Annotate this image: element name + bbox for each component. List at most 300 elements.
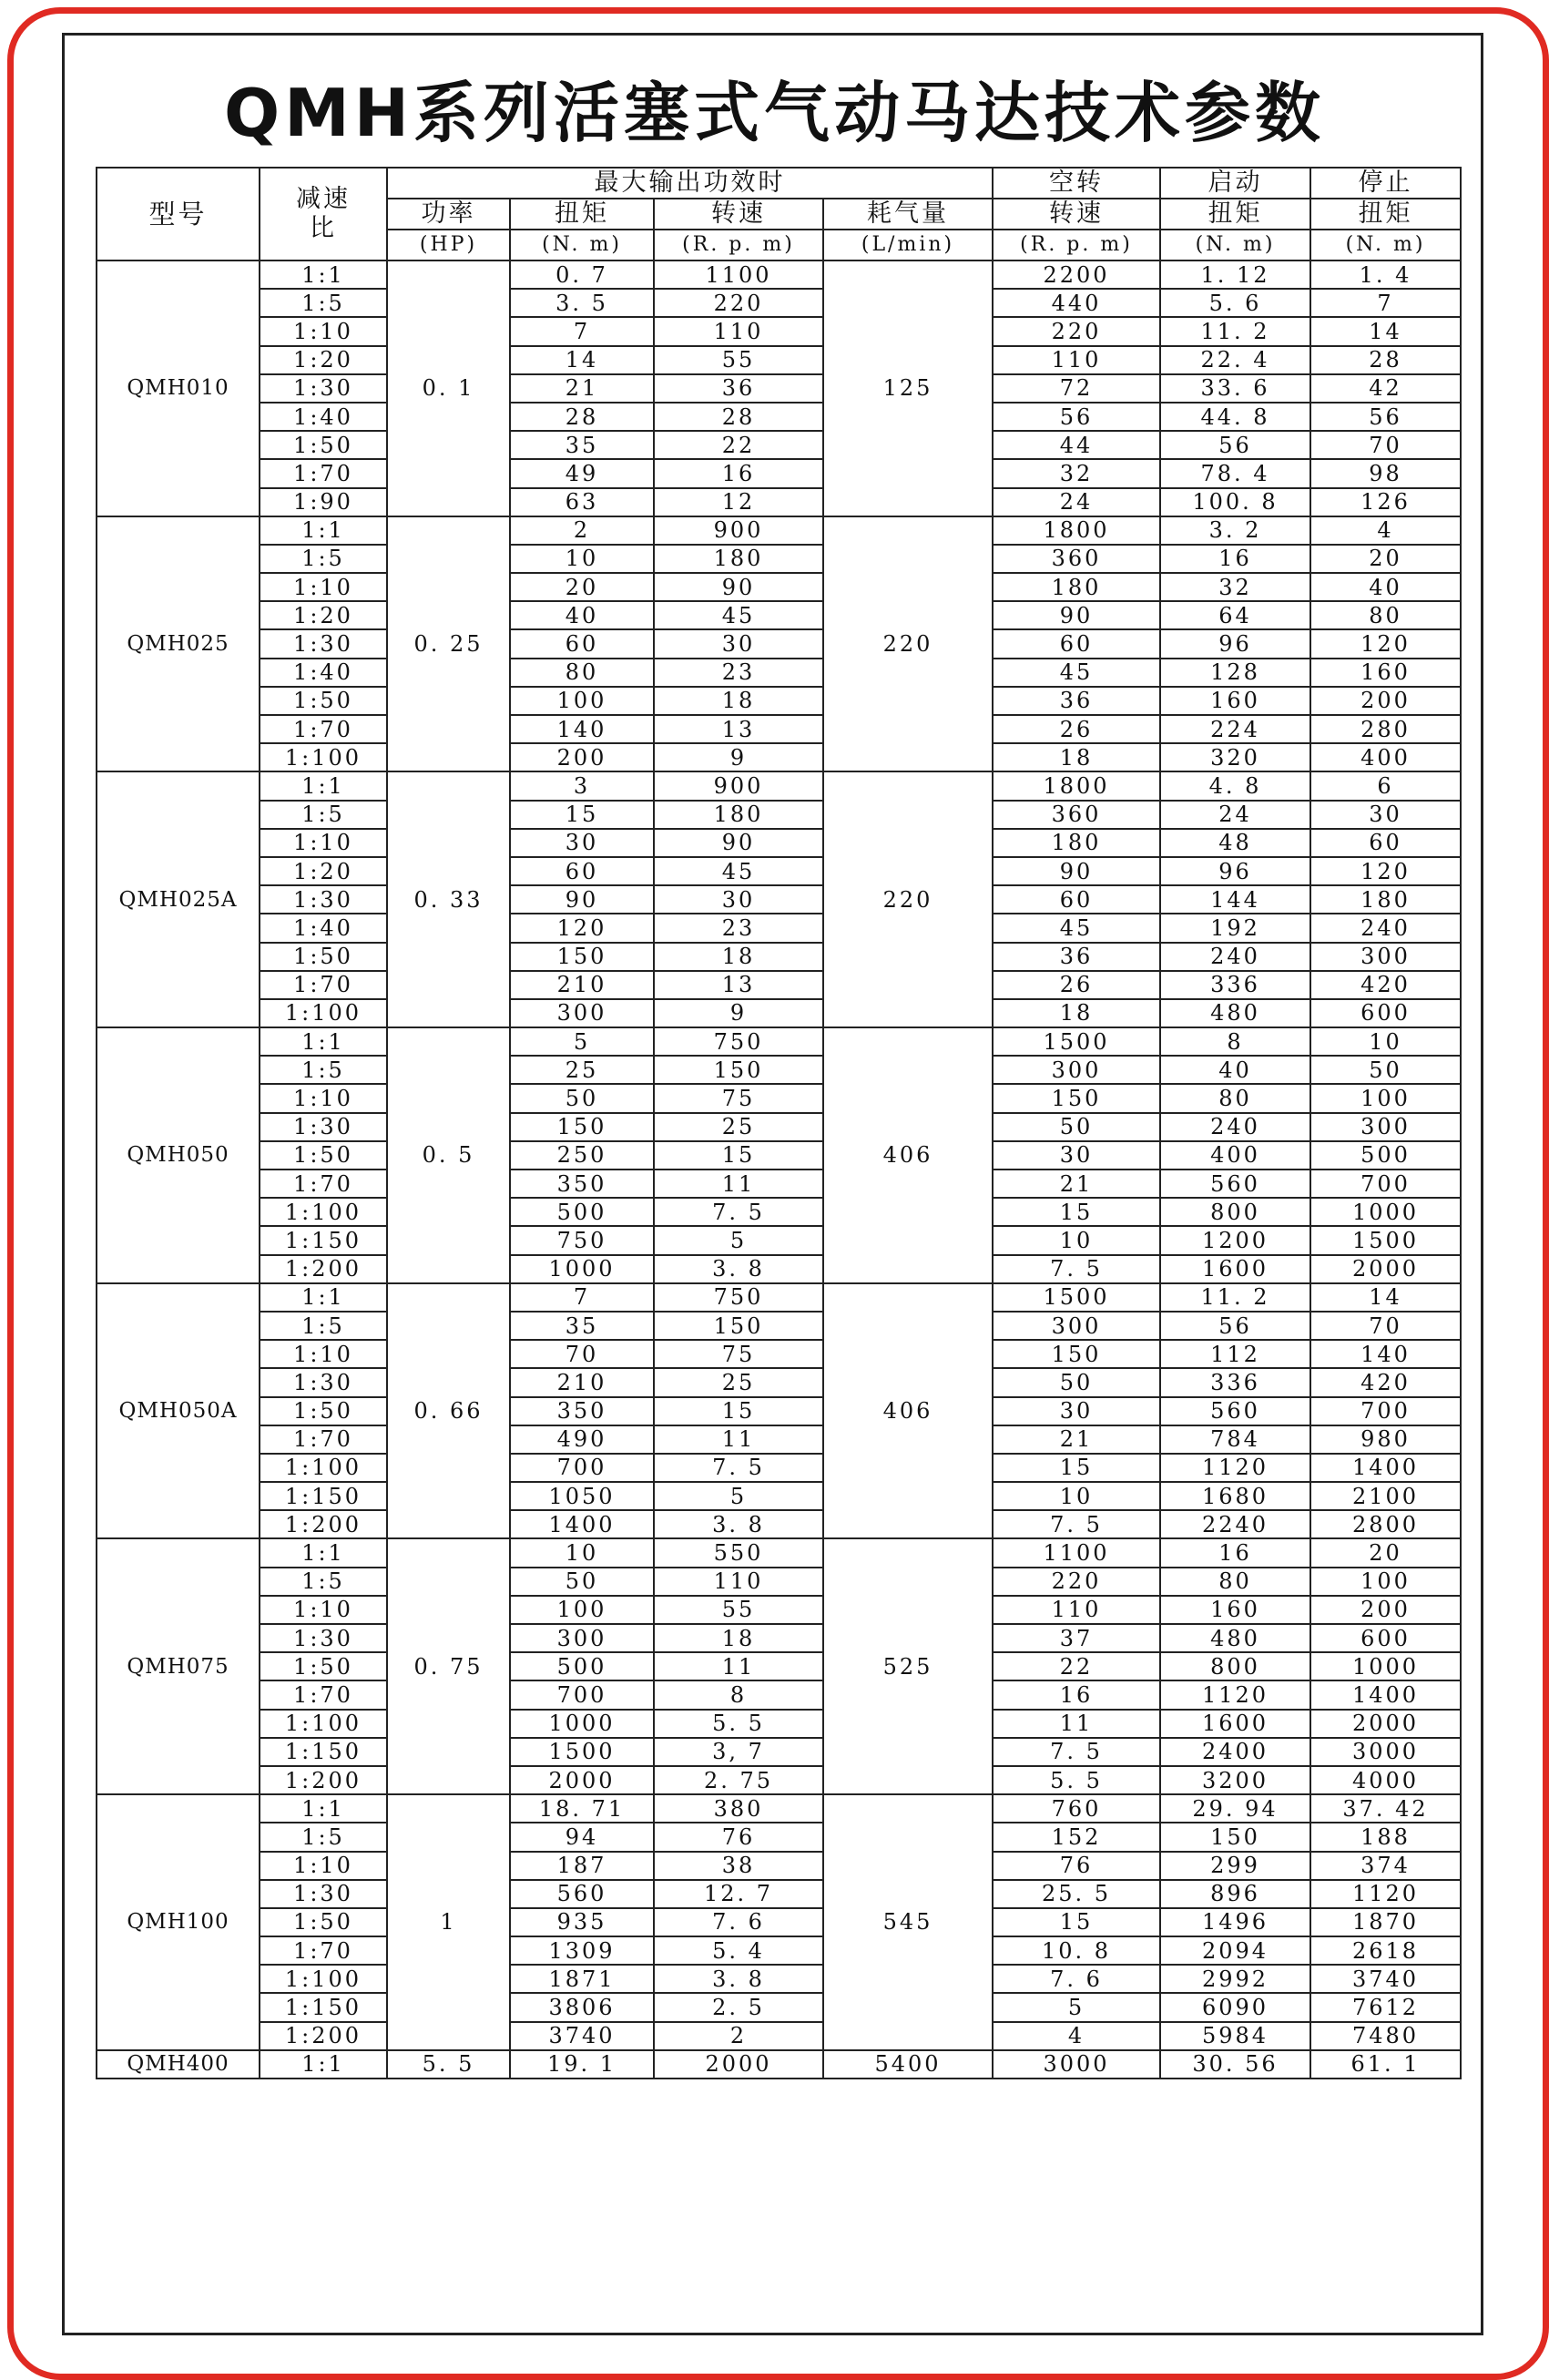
stop-torque-cell: 3000 [1310, 1738, 1461, 1766]
speed-cell: 11 [654, 1425, 823, 1454]
ratio-cell: 1:150 [260, 1226, 387, 1254]
ratio-cell: 1:5 [260, 289, 387, 317]
ratio-cell: 1:5 [260, 1568, 387, 1596]
stop-torque-cell: 240 [1310, 914, 1461, 942]
speed-cell: 18 [654, 687, 823, 715]
speed-cell: 2000 [654, 2050, 823, 2079]
idle-speed-cell: 152 [993, 1823, 1160, 1851]
stop-torque-cell: 300 [1310, 1113, 1461, 1141]
stop-torque-cell: 980 [1310, 1425, 1461, 1454]
torque-cell: 1500 [510, 1738, 654, 1766]
ratio-cell: 1:30 [260, 1113, 387, 1141]
stop-torque-cell: 100 [1310, 1568, 1461, 1596]
ratio-cell: 1:70 [260, 1170, 387, 1198]
start-torque-cell: 2400 [1160, 1738, 1310, 1766]
idle-speed-cell: 25. 5 [993, 1880, 1160, 1908]
idle-speed-cell: 90 [993, 857, 1160, 885]
stop-torque-cell: 200 [1310, 1596, 1461, 1624]
torque-cell: 500 [510, 1652, 654, 1680]
idle-speed-cell: 10. 8 [993, 1936, 1160, 1965]
ratio-cell: 1:50 [260, 1397, 387, 1425]
start-torque-cell: 29. 94 [1160, 1794, 1310, 1823]
power-cell: 0. 5 [387, 1027, 510, 1283]
speed-cell: 15 [654, 1397, 823, 1425]
idle-speed-cell: 60 [993, 885, 1160, 914]
idle-speed-cell: 1500 [993, 1027, 1160, 1056]
torque-cell: 20 [510, 573, 654, 601]
torque-cell: 1000 [510, 1255, 654, 1283]
ratio-cell: 1:20 [260, 857, 387, 885]
idle-speed-cell: 300 [993, 1312, 1160, 1340]
torque-cell: 1400 [510, 1510, 654, 1538]
table-row [97, 317, 1461, 345]
speed-cell: 150 [654, 1312, 823, 1340]
ratio-cell: 1:150 [260, 1738, 387, 1766]
speed-cell: 380 [654, 1794, 823, 1823]
stop-torque-cell: 98 [1310, 459, 1461, 487]
idle-speed-cell: 7. 5 [993, 1255, 1160, 1283]
ratio-cell: 1:10 [260, 1852, 387, 1880]
start-torque-cell: 80 [1160, 1084, 1310, 1112]
torque-cell: 50 [510, 1568, 654, 1596]
torque-cell: 21 [510, 374, 654, 403]
start-torque-cell: 56 [1160, 431, 1310, 459]
start-torque-cell: 40 [1160, 1056, 1310, 1084]
ratio-cell: 1:50 [260, 431, 387, 459]
torque-cell: 1871 [510, 1965, 654, 1993]
start-torque-cell: 1680 [1160, 1482, 1310, 1510]
start-torque-cell: 22. 4 [1160, 346, 1310, 374]
ratio-cell: 1:10 [260, 573, 387, 601]
ratio-cell: 1:30 [260, 1880, 387, 1908]
ratio-cell: 1:1 [260, 1283, 387, 1312]
header-idle-unit: (R. p. m) [993, 230, 1160, 260]
speed-cell: 11 [654, 1652, 823, 1680]
start-torque-cell: 6090 [1160, 1993, 1310, 2021]
torque-cell: 18. 71 [510, 1794, 654, 1823]
stop-torque-cell: 7612 [1310, 1993, 1461, 2021]
speed-cell: 150 [654, 1056, 823, 1084]
speed-cell: 75 [654, 1340, 823, 1368]
start-torque-cell: 16 [1160, 545, 1310, 573]
stop-torque-cell: 500 [1310, 1141, 1461, 1170]
header-max-output-group: 最大输出功效时 [387, 168, 993, 199]
power-cell: 0. 75 [387, 1538, 510, 1794]
model-cell: QMH010 [97, 260, 260, 516]
stop-torque-cell: 70 [1310, 431, 1461, 459]
torque-cell: 700 [510, 1680, 654, 1709]
spec-table-body [97, 260, 1461, 2079]
speed-cell: 5. 5 [654, 1710, 823, 1738]
stop-torque-cell: 160 [1310, 659, 1461, 687]
table-row [97, 545, 1461, 573]
torque-cell: 30 [510, 829, 654, 857]
ratio-cell: 1:30 [260, 1368, 387, 1396]
header-torque: 扭矩 [510, 199, 654, 230]
torque-cell: 100 [510, 687, 654, 715]
start-torque-cell: 16 [1160, 1538, 1310, 1567]
ratio-cell: 1:30 [260, 885, 387, 914]
ratio-cell: 1:100 [260, 999, 387, 1027]
stop-torque-cell: 1870 [1310, 1908, 1461, 1936]
idle-speed-cell: 24 [993, 488, 1160, 516]
speed-cell: 900 [654, 771, 823, 800]
speed-cell: 30 [654, 629, 823, 658]
ratio-cell: 1:1 [260, 516, 387, 545]
idle-speed-cell: 36 [993, 687, 1160, 715]
torque-cell: 3 [510, 771, 654, 800]
table-row [97, 1652, 1461, 1680]
torque-cell: 3740 [510, 2022, 654, 2050]
torque-cell: 350 [510, 1397, 654, 1425]
stop-torque-cell: 20 [1310, 1538, 1461, 1567]
stop-torque-cell: 60 [1310, 829, 1461, 857]
stop-torque-cell: 420 [1310, 1368, 1461, 1396]
table-row [97, 1141, 1461, 1170]
table-row [97, 1738, 1461, 1766]
torque-cell: 560 [510, 1880, 654, 1908]
model-cell: QMH075 [97, 1538, 260, 1794]
ratio-cell: 1:100 [260, 1965, 387, 1993]
header-stop-line1: 停止 [1310, 168, 1461, 199]
table-row [97, 914, 1461, 942]
table-row [97, 1226, 1461, 1254]
speed-cell: 1100 [654, 260, 823, 289]
table-row [97, 1283, 1461, 1312]
table-row [97, 857, 1461, 885]
stop-torque-cell: 1000 [1310, 1198, 1461, 1226]
stop-torque-cell: 30 [1310, 801, 1461, 829]
torque-cell: 7 [510, 1283, 654, 1312]
table-row [97, 346, 1461, 374]
speed-cell: 7. 6 [654, 1908, 823, 1936]
start-torque-cell: 32 [1160, 573, 1310, 601]
idle-speed-cell: 180 [993, 829, 1160, 857]
table-row [97, 374, 1461, 403]
model-cell: QMH025A [97, 771, 260, 1027]
ratio-cell: 1:1 [260, 1027, 387, 1056]
torque-cell: 19. 1 [510, 2050, 654, 2079]
speed-cell: 76 [654, 1823, 823, 1851]
speed-cell: 2. 75 [654, 1766, 823, 1794]
idle-speed-cell: 10 [993, 1482, 1160, 1510]
ratio-cell: 1:50 [260, 1908, 387, 1936]
stop-torque-cell: 37. 42 [1310, 1794, 1461, 1823]
speed-cell: 38 [654, 1852, 823, 1880]
power-cell: 0. 1 [387, 260, 510, 516]
header-stop-line2: 扭矩 [1310, 199, 1461, 230]
speed-cell: 900 [654, 516, 823, 545]
start-torque-cell: 800 [1160, 1652, 1310, 1680]
stop-torque-cell: 50 [1310, 1056, 1461, 1084]
stop-torque-cell: 200 [1310, 687, 1461, 715]
speed-cell: 23 [654, 659, 823, 687]
table-row [97, 1538, 1461, 1567]
stop-torque-cell: 14 [1310, 1283, 1461, 1312]
table-row [97, 1880, 1461, 1908]
power-cell: 1 [387, 1794, 510, 2050]
start-torque-cell: 100. 8 [1160, 488, 1310, 516]
ratio-cell: 1:50 [260, 687, 387, 715]
power-cell: 0. 25 [387, 516, 510, 772]
idle-speed-cell: 180 [993, 573, 1160, 601]
stop-torque-cell: 126 [1310, 488, 1461, 516]
start-torque-cell: 1496 [1160, 1908, 1310, 1936]
ratio-cell: 1:70 [260, 971, 387, 999]
table-row [97, 1823, 1461, 1851]
speed-cell: 12 [654, 488, 823, 516]
table-row [97, 1710, 1461, 1738]
torque-cell: 49 [510, 459, 654, 487]
table-row [97, 601, 1461, 629]
stop-torque-cell: 28 [1310, 346, 1461, 374]
stop-torque-cell: 2100 [1310, 1482, 1461, 1510]
torque-cell: 100 [510, 1596, 654, 1624]
table-row [97, 687, 1461, 715]
idle-speed-cell: 50 [993, 1368, 1160, 1396]
speed-cell: 550 [654, 1538, 823, 1567]
torque-cell: 700 [510, 1454, 654, 1482]
table-row [97, 1510, 1461, 1538]
speed-cell: 3. 8 [654, 1255, 823, 1283]
model-cell: QMH050 [97, 1027, 260, 1283]
speed-cell: 11 [654, 1170, 823, 1198]
air-consumption-cell: 545 [823, 1794, 993, 2050]
torque-cell: 10 [510, 1538, 654, 1567]
start-torque-cell: 150 [1160, 1823, 1310, 1851]
idle-speed-cell: 15 [993, 1198, 1160, 1226]
stop-torque-cell: 188 [1310, 1823, 1461, 1851]
stop-torque-cell: 1500 [1310, 1226, 1461, 1254]
idle-speed-cell: 5 [993, 1993, 1160, 2021]
torque-cell: 28 [510, 403, 654, 431]
idle-speed-cell: 26 [993, 715, 1160, 743]
table-row [97, 999, 1461, 1027]
idle-speed-cell: 45 [993, 914, 1160, 942]
ratio-cell: 1:200 [260, 2022, 387, 2050]
idle-speed-cell: 7. 6 [993, 1965, 1160, 1993]
idle-speed-cell: 37 [993, 1624, 1160, 1652]
stop-torque-cell: 100 [1310, 1084, 1461, 1112]
torque-cell: 210 [510, 971, 654, 999]
header-power-unit: (HP) [387, 230, 510, 260]
torque-cell: 500 [510, 1198, 654, 1226]
torque-cell: 1309 [510, 1936, 654, 1965]
idle-speed-cell: 440 [993, 289, 1160, 317]
table-row [97, 459, 1461, 487]
stop-torque-cell: 2618 [1310, 1936, 1461, 1965]
table-row [97, 516, 1461, 545]
idle-speed-cell: 360 [993, 545, 1160, 573]
idle-speed-cell: 1800 [993, 771, 1160, 800]
stop-torque-cell: 700 [1310, 1397, 1461, 1425]
speed-cell: 25 [654, 1368, 823, 1396]
torque-cell: 300 [510, 999, 654, 1027]
idle-speed-cell: 16 [993, 1680, 1160, 1709]
start-torque-cell: 78. 4 [1160, 459, 1310, 487]
header-stop-unit: (N. m) [1310, 230, 1461, 260]
ratio-cell: 1:30 [260, 629, 387, 658]
stop-torque-cell: 180 [1310, 885, 1461, 914]
start-torque-cell: 5. 6 [1160, 289, 1310, 317]
start-torque-cell: 144 [1160, 885, 1310, 914]
torque-cell: 150 [510, 1113, 654, 1141]
torque-cell: 140 [510, 715, 654, 743]
idle-speed-cell: 7. 5 [993, 1510, 1160, 1538]
torque-cell: 60 [510, 629, 654, 658]
ratio-cell: 1:10 [260, 1340, 387, 1368]
idle-speed-cell: 1500 [993, 1283, 1160, 1312]
torque-cell: 1050 [510, 1482, 654, 1510]
idle-speed-cell: 5. 5 [993, 1766, 1160, 1794]
stop-torque-cell: 280 [1310, 715, 1461, 743]
idle-speed-cell: 1800 [993, 516, 1160, 545]
speed-cell: 3. 8 [654, 1510, 823, 1538]
speed-cell: 9 [654, 743, 823, 771]
idle-speed-cell: 760 [993, 1794, 1160, 1823]
idle-speed-cell: 30 [993, 1141, 1160, 1170]
torque-cell: 7 [510, 317, 654, 345]
idle-speed-cell: 2200 [993, 260, 1160, 289]
ratio-cell: 1:1 [260, 2050, 387, 2079]
stop-torque-cell: 2000 [1310, 1710, 1461, 1738]
stop-torque-cell: 4000 [1310, 1766, 1461, 1794]
start-torque-cell: 1120 [1160, 1680, 1310, 1709]
torque-cell: 14 [510, 346, 654, 374]
torque-cell: 50 [510, 1084, 654, 1112]
table-row [97, 1368, 1461, 1396]
speed-cell: 750 [654, 1027, 823, 1056]
model-cell: QMH100 [97, 1794, 260, 2050]
speed-cell: 16 [654, 459, 823, 487]
speed-cell: 750 [654, 1283, 823, 1312]
torque-cell: 80 [510, 659, 654, 687]
ratio-cell: 1:30 [260, 374, 387, 403]
speed-cell: 9 [654, 999, 823, 1027]
header-start-line1: 启动 [1160, 168, 1310, 199]
start-torque-cell: 160 [1160, 687, 1310, 715]
speed-cell: 90 [654, 829, 823, 857]
speed-cell: 5 [654, 1226, 823, 1254]
stop-torque-cell: 10 [1310, 1027, 1461, 1056]
ratio-cell: 1:100 [260, 1710, 387, 1738]
air-consumption-cell: 125 [823, 260, 993, 516]
idle-speed-cell: 26 [993, 971, 1160, 999]
start-torque-cell: 1120 [1160, 1454, 1310, 1482]
idle-speed-cell: 76 [993, 1852, 1160, 1880]
speed-cell: 45 [654, 601, 823, 629]
table-row [97, 1170, 1461, 1198]
table-row [97, 1198, 1461, 1226]
speed-cell: 8 [654, 1680, 823, 1709]
start-torque-cell: 560 [1160, 1397, 1310, 1425]
table-row [97, 1852, 1461, 1880]
ratio-cell: 1:70 [260, 1680, 387, 1709]
torque-cell: 2 [510, 516, 654, 545]
ratio-cell: 1:100 [260, 1198, 387, 1226]
table-row [97, 743, 1461, 771]
torque-cell: 490 [510, 1425, 654, 1454]
start-torque-cell: 896 [1160, 1880, 1310, 1908]
air-consumption-cell: 220 [823, 516, 993, 772]
idle-speed-cell: 360 [993, 801, 1160, 829]
idle-speed-cell: 220 [993, 317, 1160, 345]
ratio-cell: 1:5 [260, 545, 387, 573]
table-row [97, 1454, 1461, 1482]
start-torque-cell: 96 [1160, 857, 1310, 885]
start-torque-cell: 560 [1160, 1170, 1310, 1198]
torque-cell: 35 [510, 1312, 654, 1340]
stop-torque-cell: 140 [1310, 1340, 1461, 1368]
start-torque-cell: 400 [1160, 1141, 1310, 1170]
start-torque-cell: 4. 8 [1160, 771, 1310, 800]
ratio-cell: 1:30 [260, 1624, 387, 1652]
header-start-line2: 扭矩 [1160, 199, 1310, 230]
table-row [97, 659, 1461, 687]
start-torque-cell: 299 [1160, 1852, 1310, 1880]
idle-speed-cell: 110 [993, 1596, 1160, 1624]
ratio-cell: 1:5 [260, 1823, 387, 1851]
spec-table [96, 167, 1462, 2079]
torque-cell: 750 [510, 1226, 654, 1254]
stop-torque-cell: 70 [1310, 1312, 1461, 1340]
speed-cell: 5 [654, 1482, 823, 1510]
stop-torque-cell: 42 [1310, 374, 1461, 403]
idle-speed-cell: 60 [993, 629, 1160, 658]
idle-speed-cell: 22 [993, 1652, 1160, 1680]
table-row [97, 1624, 1461, 1652]
idle-speed-cell: 11 [993, 1710, 1160, 1738]
page-title: QMH系列活塞式气动马达技术参数 [223, 75, 1326, 151]
table-row [97, 2022, 1461, 2050]
ratio-cell: 1:40 [260, 403, 387, 431]
ratio-cell: 1:70 [260, 1425, 387, 1454]
speed-cell: 13 [654, 971, 823, 999]
ratio-cell: 1:100 [260, 1454, 387, 1482]
torque-cell: 187 [510, 1852, 654, 1880]
start-torque-cell: 1600 [1160, 1255, 1310, 1283]
ratio-cell: 1:1 [260, 260, 387, 289]
stop-torque-cell: 374 [1310, 1852, 1461, 1880]
ratio-cell: 1:70 [260, 1936, 387, 1965]
start-torque-cell: 64 [1160, 601, 1310, 629]
speed-cell: 220 [654, 289, 823, 317]
table-row [97, 885, 1461, 914]
speed-cell: 18 [654, 943, 823, 971]
torque-cell: 250 [510, 1141, 654, 1170]
torque-cell: 350 [510, 1170, 654, 1198]
torque-cell: 120 [510, 914, 654, 942]
ratio-cell: 1:1 [260, 1794, 387, 1823]
start-torque-cell: 24 [1160, 801, 1310, 829]
ratio-cell: 1:50 [260, 1652, 387, 1680]
ratio-cell: 1:10 [260, 317, 387, 345]
speed-cell: 13 [654, 715, 823, 743]
power-cell: 5. 5 [387, 2050, 510, 2079]
table-row [97, 1425, 1461, 1454]
torque-cell: 150 [510, 943, 654, 971]
model-cell: QMH400 [97, 2050, 260, 2079]
stop-torque-cell: 80 [1310, 601, 1461, 629]
stop-torque-cell: 56 [1310, 403, 1461, 431]
table-row [97, 1482, 1461, 1510]
torque-cell: 2000 [510, 1766, 654, 1794]
model-cell: QMH050A [97, 1283, 260, 1539]
start-torque-cell: 2992 [1160, 1965, 1310, 1993]
idle-speed-cell: 30 [993, 1397, 1160, 1425]
ratio-cell: 1:5 [260, 1312, 387, 1340]
stop-torque-cell: 120 [1310, 857, 1461, 885]
